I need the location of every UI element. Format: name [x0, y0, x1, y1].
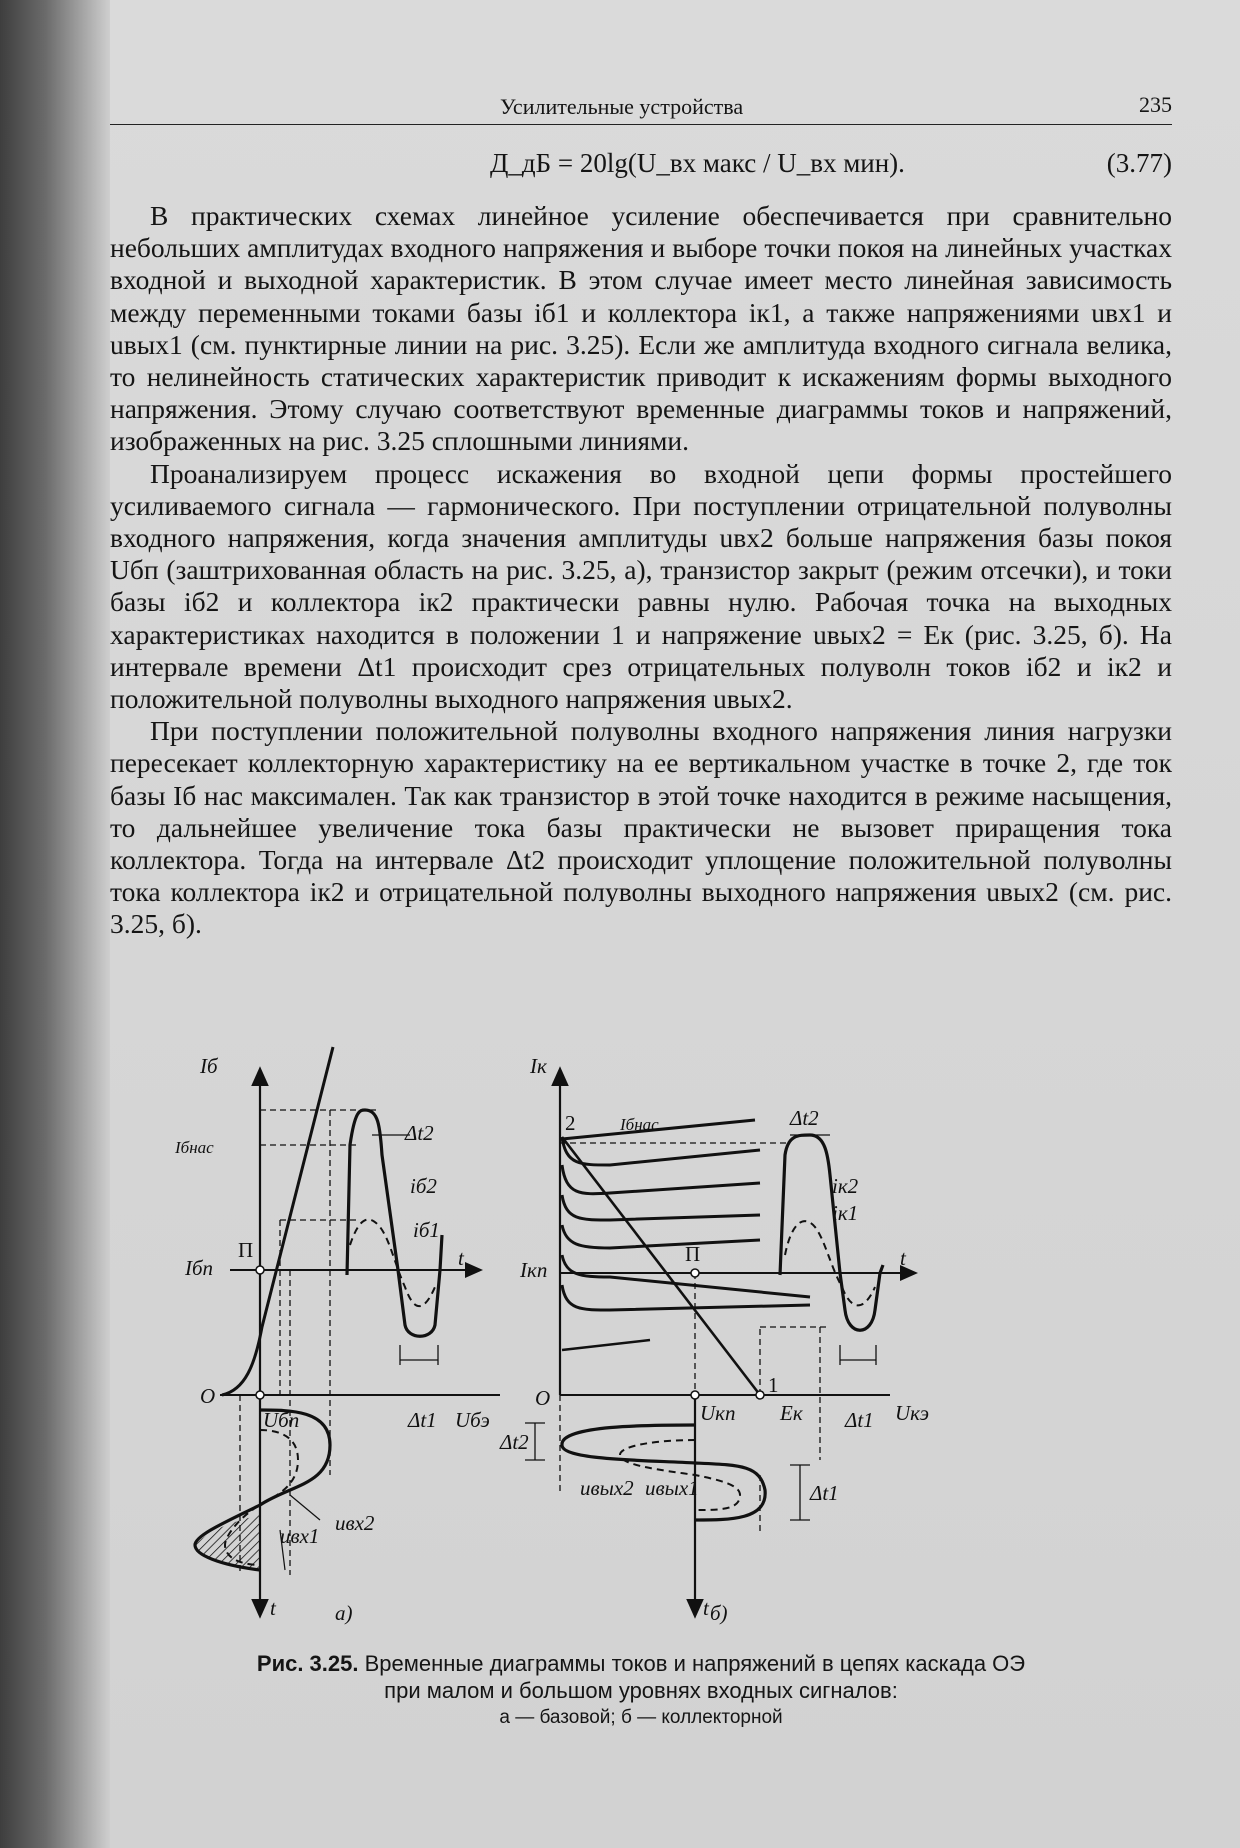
a-label-ib2: iб2: [410, 1174, 437, 1198]
running-head: [110, 90, 1172, 125]
b-label-uout1: uвых1: [645, 1476, 699, 1500]
b-label-ik: Iк: [530, 1054, 547, 1078]
a-label-uin1: uвх1: [280, 1524, 320, 1548]
a-label-ib: Iб: [200, 1054, 218, 1078]
formula-number: (3.77): [1106, 148, 1172, 178]
a-panel-label: а): [335, 1601, 353, 1625]
figure-caption: [110, 1650, 1172, 1731]
b-label-ikq: Iкп: [520, 1258, 548, 1282]
running-title: Усилительные устройства: [500, 94, 744, 119]
b-label-point1: 1: [768, 1373, 779, 1397]
b-label-dt2-low: Δt2: [500, 1430, 529, 1454]
formula-3-77: [110, 148, 1172, 184]
b-label-ik2: iк2: [832, 1174, 859, 1198]
a-label-ube: Uбэ: [455, 1408, 490, 1432]
caption-line3: а — базовой; б — коллекторной: [499, 1707, 783, 1728]
formula-text: Д_дБ = 20lg(U_вх макс / U_вх мин).: [490, 148, 905, 178]
a-cutoff-hatch: [195, 1515, 260, 1570]
b-ik1-curve: [785, 1221, 875, 1305]
b-label-dt1-low: Δt1: [810, 1481, 839, 1505]
b-label-ibsat: Iбнас: [620, 1115, 659, 1134]
b-label-ukq: Uкп: [700, 1401, 736, 1425]
b-label-dt1: Δt1: [845, 1408, 874, 1432]
b-label-uke: Uкэ: [895, 1401, 929, 1425]
b-label-ik1: iк1: [832, 1201, 859, 1225]
b-q-point: [691, 1269, 699, 1277]
book-gutter-shadow: [0, 0, 110, 1848]
b-ik2-curve: [780, 1135, 883, 1330]
b-label-dt2: Δt2: [790, 1106, 819, 1130]
b-label-ek: Eк: [780, 1401, 803, 1425]
caption-line1: Временные диаграммы токов и напряжений в цепях каскада ОЭ: [364, 1651, 1026, 1676]
caption-line2: при малом и большом уровнях входных сигналов:: [384, 1678, 898, 1703]
a-label-dt2: Δt2: [405, 1121, 434, 1145]
a-label-ibq: Iбп: [185, 1256, 214, 1280]
a-label-ibsat: Iбнас: [175, 1138, 214, 1157]
a-input-characteristic: [222, 1047, 333, 1395]
a-label-ubq: Uбп: [263, 1408, 300, 1432]
page-number: 235: [1139, 92, 1172, 117]
b-label-t-down: t: [703, 1596, 709, 1620]
b-label-q: П: [685, 1242, 701, 1266]
a-label-ib1: iб1: [413, 1218, 440, 1242]
a-label-t-down: t: [270, 1596, 276, 1620]
paragraph-1: В практических схемах линейное усиление обеспечивается при сравнительно небольших амплитудах входного напряжения и выборе точки покоя на линейных участках входной и выходной характеристик. В этом случае имеет место линейная зависимость между переменными токами базы iб1 и коллектора iк1, а также напряжениями uвх1 и uвых1 (см. пунктирные линии на рис. 3.25). Если же амплитуда входного сигнала велика, то нелинейность статических характеристик приводит к искажениям формы выходного напряжения. Этому случаю соответствуют временные диаграммы токов и напряжений, изображенных на рис. 3.25 сплошными линиями.: [110, 200, 1172, 457]
b-label-origin: O: [535, 1386, 551, 1410]
a-label-q: П: [238, 1238, 254, 1262]
b-label-uout2: uвых2: [580, 1476, 634, 1500]
paragraph-3: При поступлении положительной полуволны входного напряжения линия нагрузки пересекает коллекторную характеристику на ее вертикальном участке в точке 2, где ток базы Iб нас максимален. Так как транзистор в этой точке находится в режиме насыщения, то дальнейшее увеличение тока базы практически не вызовет приращения тока коллектора. Тогда на интервале Δt2 происходит уплощение положительной полуволны тока коллектора iк2 и отрицательной полуволны выходного напряжения uвых2 (см. рис. 3.25, б).: [110, 715, 1172, 940]
b-panel-label: б): [710, 1601, 728, 1625]
body-text: [110, 200, 1172, 941]
caption-label: Рис. 3.25.: [256, 1651, 359, 1676]
figure-3-25: [175, 1054, 1100, 1625]
b-label-point2: 2: [565, 1111, 576, 1135]
figure-diagram: [175, 1054, 1100, 1625]
a-label-t: t: [458, 1246, 464, 1270]
panel-b: [525, 1075, 910, 1610]
paragraph-2: Проанализируем процесс искажения во входной цепи формы простейшего усиливаемого сигнала — гармонического. При поступлении отрицательной полуволны входного напряжения, когда значения амплитуды uвх2 больше напряжения базы покоя Uбп (заштрихованная область на рис. 3.25, а), транзистор закрыт (режим отсечки), и токи базы iб2 и коллектора iк2 практически равны нулю. Рабочая точка на выходных характеристиках находится в положении 1 и напряжение uвых2 = Eк (рис. 3.25, б). На интервале времени Δt1 происходит срез отрицательных полуволн токов iб2 и iк2 и положительной полуволны выходного напряжения uвых2.: [110, 457, 1172, 715]
a-label-origin: O: [200, 1384, 216, 1408]
b-load-line: [562, 1137, 760, 1395]
a-label-uin2: uвх2: [335, 1511, 375, 1535]
a-label-dt1: Δt1: [408, 1408, 437, 1432]
a-q-point: [256, 1266, 264, 1274]
b-label-t: t: [900, 1246, 906, 1270]
